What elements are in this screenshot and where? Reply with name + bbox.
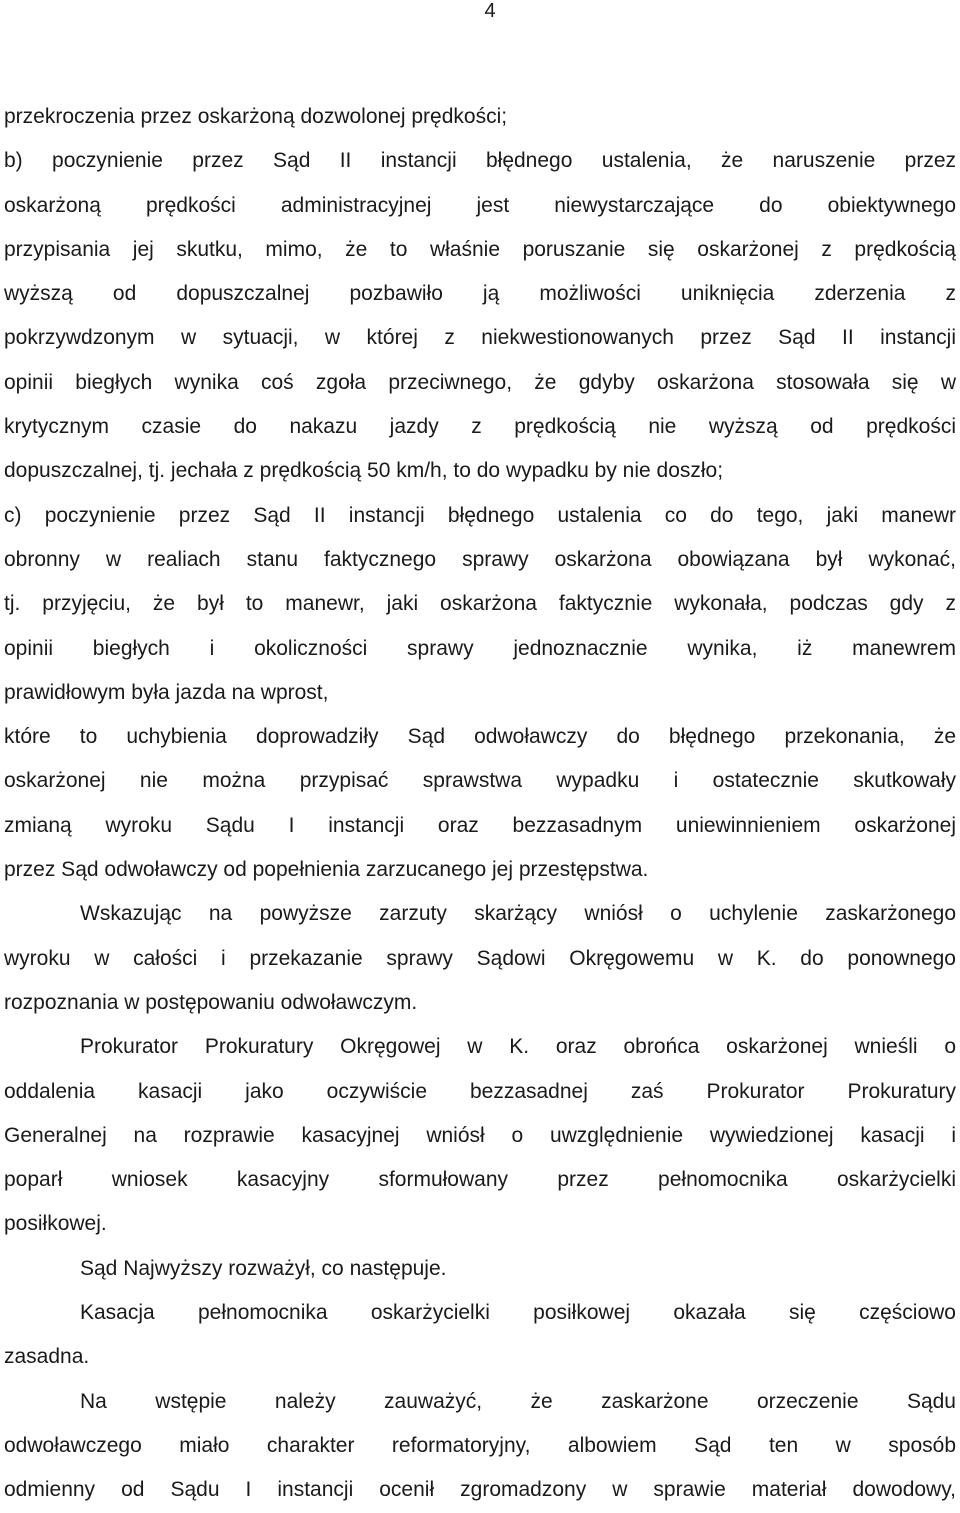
text-line: Wskazując na powyższe zarzuty skarżący wniósł o uchylenie zaskarżonego — [80, 902, 956, 926]
text-line: poparł wniosek kasacyjny sformułowany przez pełnomocnika oskarżycielki — [4, 1168, 956, 1192]
text-line: Kasacja pełnomocnika oskarżycielki posiłkowej okazała się częściowo — [80, 1301, 956, 1325]
text-line: zmianą wyroku Sądu I instancji oraz bezzasadnym uniewinnieniem oskarżonej — [4, 813, 956, 837]
text-line: tj. przyjęciu, że był to manewr, jaki oskarżona faktycznie wykonała, podczas gdy z — [4, 592, 956, 616]
text-line: prawidłowym była jazda na wprost, — [4, 680, 329, 704]
text-line: b) poczynienie przez Sąd II instancji błędnego ustalenia, że naruszenie przez — [4, 149, 956, 173]
text-line: wyższą od dopuszczalnej pozbawiło ją możliwości uniknięcia zderzenia z — [4, 282, 956, 306]
text-line: c) poczynienie przez Sąd II instancji błędnego ustalenia co do tego, jaki manewr — [4, 503, 956, 527]
text-line: oskarżonej nie można przypisać sprawstwa wypadku i ostatecznie skutkowały — [4, 769, 956, 793]
text-line: obronny w realiach stanu faktycznego sprawy oskarżona obowiązana był wykonać, — [4, 547, 956, 571]
text-line: opinii biegłych wynika coś zgoła przeciwnego, że gdyby oskarżona stosowała się w — [4, 370, 956, 394]
page-number: 4 — [484, 0, 496, 22]
text-line: przez Sąd odwoławczy od popełnienia zarzucanego jej przestępstwa. — [4, 858, 649, 882]
text-line: przekroczenia przez oskarżoną dozwolonej prędkości; — [4, 105, 508, 128]
document-body — [4, 95, 956, 1513]
text-line: oskarżoną prędkości administracyjnej jest niewystarczające do obiektywnego — [4, 193, 956, 217]
text-line: które to uchybienia doprowadziły Sąd odwoławczy do błędnego przekonania, że — [4, 725, 956, 749]
text-line: opinii biegłych i okoliczności sprawy jednoznacznie wynika, iż manewrem — [4, 636, 956, 660]
text-line: dopuszczalnej, tj. jechała z prędkością 50 km/h, to do wypadku by nie doszło; — [4, 459, 724, 483]
text-line: Generalnej na rozprawie kasacyjnej wniósł o uwzględnienie wywiedzionej kasacji i — [4, 1123, 956, 1147]
text-line: krytycznym czasie do nakazu jazdy z prędkością nie wyższą od prędkości — [4, 415, 956, 439]
text-line: posiłkowej. — [4, 1212, 107, 1236]
text-line: Sąd Najwyższy rozważył, co następuje. — [80, 1256, 447, 1280]
text-line: zasadna. — [4, 1345, 90, 1369]
text-line: pokrzywdzonym w sytuacji, w której z niekwestionowanych przez Sąd II instancji — [4, 326, 956, 350]
text-line: odmienny od Sądu I instancji ocenił zgromadzony w sprawie materiał dowodowy, — [4, 1478, 956, 1502]
text-line: Na wstępie należy zauważyć, że zaskarżone orzeczenie Sądu — [80, 1389, 956, 1413]
text-line: przypisania jej skutku, mimo, że to właśnie poruszanie się oskarżonej z prędkością — [4, 237, 956, 261]
text-line: wyroku w całości i przekazanie sprawy Sądowi Okręgowemu w K. do ponownego — [4, 946, 956, 970]
text-line: odwoławczego miało charakter reformatoryjny, albowiem Sąd ten w sposób — [4, 1433, 956, 1457]
text-line: Prokurator Prokuratury Okręgowej w K. oraz obrońca oskarżonej wnieśli o — [80, 1035, 956, 1059]
text-line: oddalenia kasacji jako oczywiście bezzasadnej zaś Prokurator Prokuratury — [4, 1079, 956, 1103]
text-line: rozpoznania w postępowaniu odwoławczym. — [4, 990, 418, 1014]
